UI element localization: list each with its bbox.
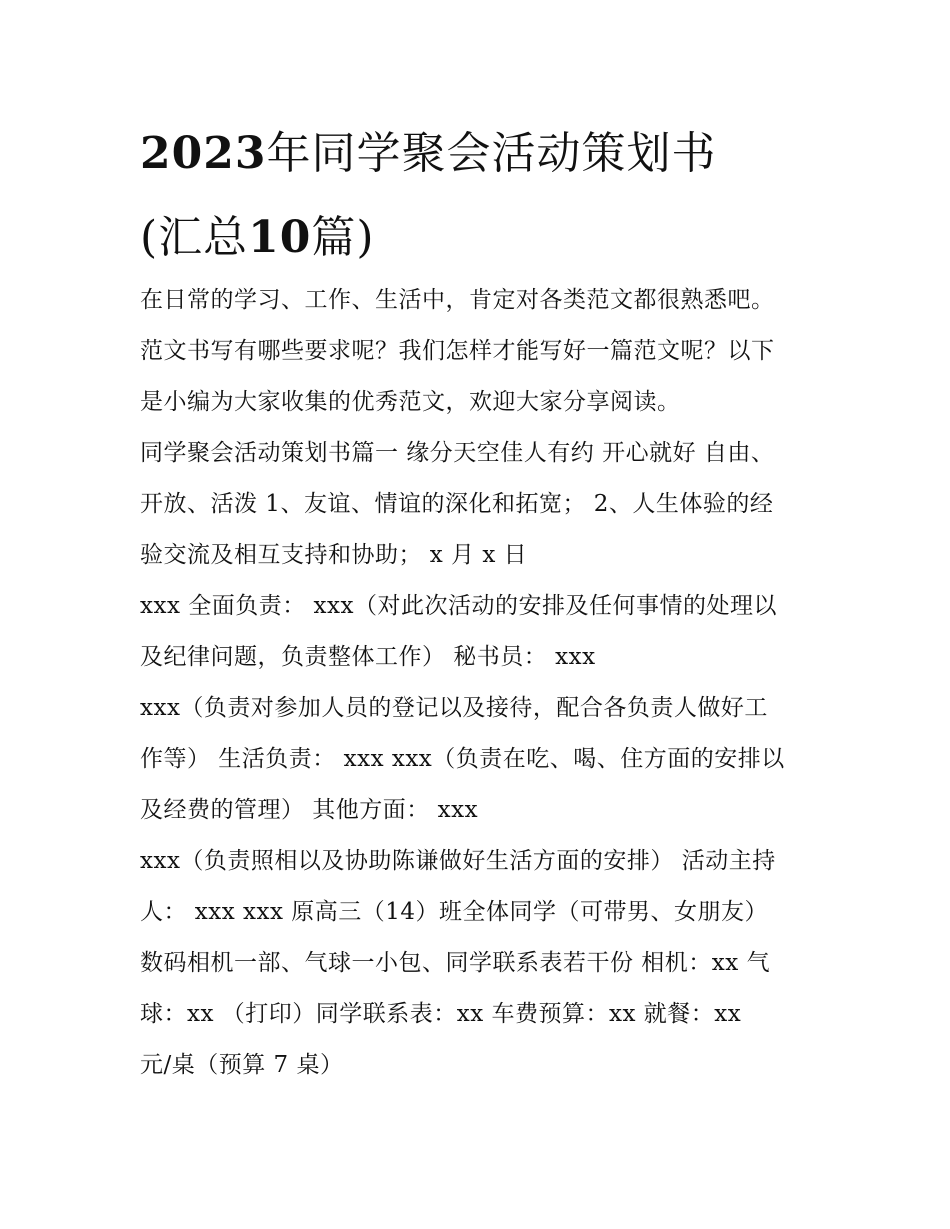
- body-line: 及经费的管理） 其他方面： xxx: [140, 797, 479, 823]
- title-line-2: [140, 196, 820, 280]
- body-line: 及纪律问题，负责整体工作） 秘书员： xxx: [140, 644, 596, 670]
- body-line: 球：xx （打印）同学联系表：xx 车费预算：xx 就餐：xx: [140, 1001, 742, 1027]
- body-line: 元/桌（预算 7 桌）: [140, 1052, 344, 1078]
- body-line: 人： xxx xxx 原高三（14）班全体同学（可带男、女朋友）: [140, 899, 769, 925]
- document-title: [140, 112, 820, 280]
- body-line: 范文书写有哪些要求呢？我们怎样才能写好一篇范文呢？以下: [140, 338, 775, 364]
- body-line: 作等） 生活负责： xxx xxx（负责在吃、喝、住方面的安排以: [140, 746, 785, 772]
- title-line-1: [140, 112, 820, 196]
- body-line: 数码相机一部、气球一小包、同学联系表若干份 相机：xx 气: [140, 950, 771, 976]
- body-line: xxx 全面负责： xxx（对此次活动的安排及任何事情的处理以: [140, 593, 777, 619]
- title-paren-open: (汇总: [140, 212, 249, 263]
- body-line: 验交流及相互支持和协助； x 月 x 日: [140, 542, 528, 568]
- title-count: 10: [248, 212, 312, 263]
- body-line: xxx（负责对参加人员的登记以及接待，配合各负责人做好工: [140, 695, 768, 721]
- body-line: 开放、活泼 1、友谊、情谊的深化和拓宽； 2、人生体验的经: [140, 491, 774, 517]
- body-line: 是小编为大家收集的优秀范文，欢迎大家分享阅读。: [140, 389, 681, 415]
- body-line: xxx（负责照相以及协助陈谦做好生活方面的安排） 活动主持: [140, 848, 776, 874]
- title-paren-close: 篇): [311, 212, 375, 263]
- body-line: 在日常的学习、工作、生活中，肯定对各类范文都很熟悉吧。: [140, 287, 775, 313]
- title-year: 2023: [140, 128, 267, 179]
- title-main-text: 年同学聚会活动策划书: [266, 128, 717, 179]
- body-line: 同学聚会活动策划书篇一 缘分天空佳人有约 开心就好 自由、: [140, 440, 775, 466]
- document-body: [140, 275, 820, 1091]
